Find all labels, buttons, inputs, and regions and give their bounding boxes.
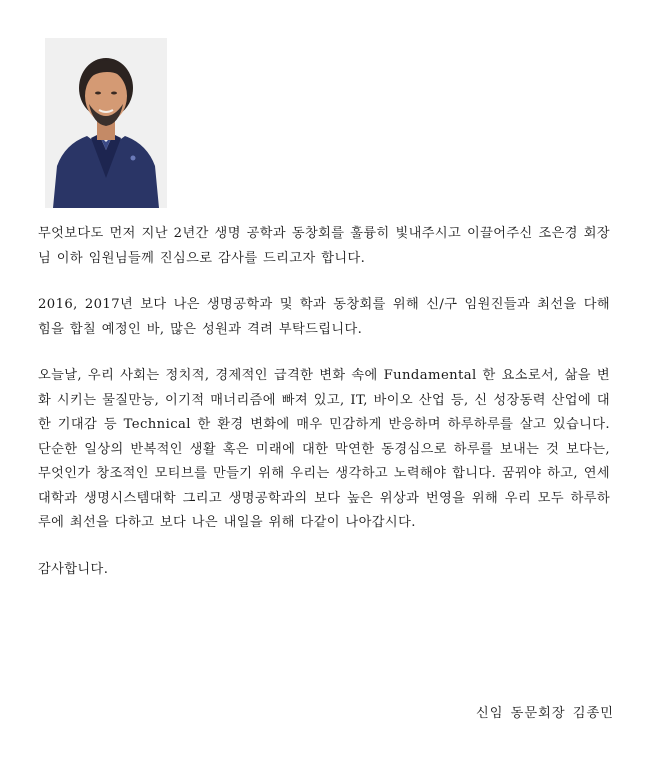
letter-paragraph-1: 무엇보다도 먼저 지난 2년간 생명 공학과 동창회를 훌륭히 빛내주시고 이끌어주신 조은경 회장님 이하 임원님들께 진심으로 감사를 드리고자 합니다. xyxy=(38,226,610,266)
portrait-photo-icon xyxy=(45,38,167,208)
letter-body xyxy=(38,222,610,582)
letter-paragraph-3: 오늘날, 우리 사회는 정치적, 경제적인 급격한 변화 속에 Fundamental 한 요소로서, 삶을 변화 시키는 물질만능, 이기적 매너리즘에 빠져 있고, IT, 바이오 산업 등, 신 성장동력 산업에 대한 기대감 등 Technical 한 환경 변화에 매우 민감하게 반응하며 하루하루를 살고 있습니다. 단순한 일상의 반복적인 생활 혹은 미래에 대한 막연한 동경심으로 하루를 보내는 것 보다는, 무엇인가 창조적인 모티브를 만들기 위해 우리는 생각하고 노력해야 합니다. 꿈꿔야 하고, 연세 대학과 생명시스템대학 그리고 생명공학과의 보다 높은 위상과 번영을 위해 우리 모두 하루하루에 최선을 다하고 보다 나은 내일을 위해 다같이 나아갑시다. xyxy=(38,368,610,530)
portrait-photo xyxy=(45,38,167,208)
letter-paragraph-2: 2016, 2017년 보다 나은 생명공학과 및 학과 동창회를 위해 신/구 임원진들과 최선을 다해 힘을 합칠 예정인 바, 많은 성원과 격려 부탁드립니다. xyxy=(38,297,610,337)
letter-closing: 감사합니다. xyxy=(38,561,109,577)
letter-signature: 신임 동문회장 김종민 xyxy=(475,706,614,721)
